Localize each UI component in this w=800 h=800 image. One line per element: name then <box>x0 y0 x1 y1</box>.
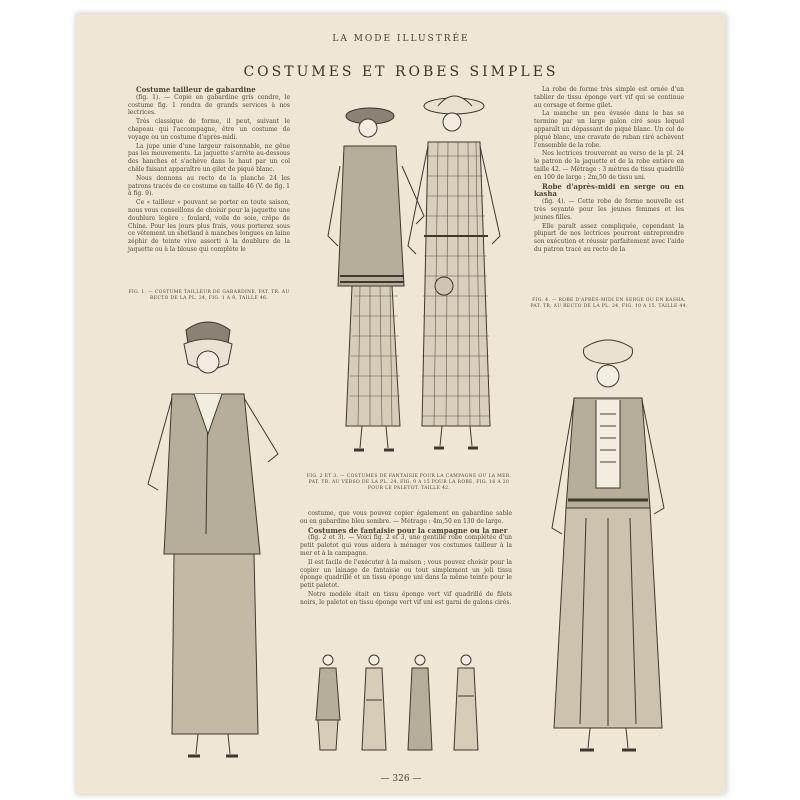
right-paragraph: Nos lectrices trouveront au verso de la pl. 24 le patron de la jaquette et de la robe entière en taille 42. — Métrage : 3 mètres de tissu quadrillé en 100 de large ; 2m,50 de tissu uni. <box>534 150 684 181</box>
center-paragraph: costume, que vous pouvez copier également en gabardine sable ou en gabardine bleu sombre. — Métrage : 4m,50 en 130 de large. <box>300 510 512 525</box>
caption-fig1: FIG. 1. — COSTUME TAILLEUR DE GABARDINE. PAT. TR. AU RECTO DE LA PL. 24, FIG. 1 A 9, TAILLE 46. <box>128 290 290 301</box>
figure-woman-jacket <box>328 108 424 450</box>
fashion-illustration-fig1 <box>128 314 298 774</box>
center-paragraph: (fig. 2 et 3). — Voici fig. 2 et 3, une gentille robe complétée d'un petit paletot qui vous aidera à ménager vos costumes tailleur à la mer et à la campagne. <box>300 534 512 557</box>
fashion-illustration-fig2-3 <box>304 86 524 476</box>
left-paragraph: Très classique de forme, il peut, suivant le chapeau qui l'accompagne, être un costume de voyage ou un costume d'après-midi. <box>128 118 290 141</box>
right-paragraph: (fig. 4). — Cette robe de forme nouvelle est très seyante pour les jeunes femmes et les jeunes filles. <box>534 198 684 221</box>
left-paragraph: Ce « tailleur » pouvant se porter en toute saison, nous vous conseillons de choisir pour la jaquette une doublure légère : foulard, voile de soie, crêpe de Chine. Pour les jours plus frais, vous porterez sous ce vêtement un shetland à manches longues en laine zéphir de teinte vive assorti à la doublure de la jaquette ou à la blouse qui complète le <box>128 199 290 253</box>
right-heading: Robe d'après-midi en serge ou en kasha <box>534 181 684 199</box>
right-paragraph: Elle paraît assez compliquée, cependant la plupart de nos lectrices pourront entreprendre son exécution et réussir parfaitement avec l'aide du patron tracé au recto de la <box>534 222 684 253</box>
small-figure <box>408 655 432 750</box>
masthead: LA MODE ILLUSTRÉE <box>332 34 470 44</box>
left-heading: Costume tailleur de gabardine <box>136 85 256 94</box>
magazine-page <box>76 14 726 794</box>
center-heading: Costumes de fantaisie pour la campagne ou la mer <box>308 525 508 535</box>
left-paragraph: La jupe unie d'une largeur raisonnable, ne gêne pas les mouvements. La jaquette s'arrête au-dessous des hanches et s'achève dans le haut par un col châle faisant apparaître un gilet de piqué blanc. <box>128 142 290 173</box>
caption-fig2-3: FIG. 2 ET 3. — COSTUMES DE FANTAISIE POUR LA CAMPAGNE OU LA MER. PAT. TR. AU VERSO DE LA PL. 24, FIG. 9 A 15 POUR LA ROBE, FIG. 16 A 20 POUR LE PALETOT. TAILLE 42. <box>306 474 512 491</box>
fashion-illustration-fig4 <box>516 328 696 768</box>
small-figure <box>362 655 386 750</box>
right-paragraph: La robe de forme très simple est ornée d'un tablier de tissu éponge vert vif qui se continue au corsage et forme gilet. <box>534 86 684 109</box>
small-figures-row <box>308 650 508 760</box>
left-paragraph: Nous donnons au recto de la planche 24 les patrons tracés de ce costume en taille 46 (V. de fig. 1 à fig. 9). <box>128 174 290 198</box>
left-text-column <box>128 86 290 255</box>
center-text-column <box>300 510 512 608</box>
figure-woman-checked-dress <box>408 96 500 448</box>
page-number: — 326 — <box>380 774 422 784</box>
small-figure <box>316 655 340 750</box>
center-paragraph: Notre modèle était en tissu éponge vert vif quadrillé de filets noirs, le paletot en tissu éponge vert vif uni est garni de galons cirés. <box>300 590 512 606</box>
small-figure <box>454 655 478 750</box>
page-title: COSTUMES ET ROBES SIMPLES <box>243 64 559 80</box>
right-text-column <box>534 86 684 255</box>
left-paragraph: (fig. 1). — Copié en gabardine gris cendre, le costume fig. 1 rendra de grands services à nos lectrices. <box>128 93 290 117</box>
right-paragraph: La manche un peu évasée dans le bas se termine par un large galon ciré sous lequel apparaît un dépassant de piqué blanc. Un col de piqué blanc, une cravate de ruban ciré achèvent l'ensemble de la robe. <box>534 110 684 149</box>
center-paragraph: Il est facile de l'exécuter à la maison ; vous pouvez choisir pour la copier un lainage de fantaisie ou tout simplement un joli tissu éponge quadrillé et un tissu éponge uni dans la même teinte pour le petit paletot. <box>300 558 512 590</box>
caption-fig4: FIG. 4. — ROBE D'APRÈS-MIDI EN SERGE OU EN KASHA. PAT. TR. AU RECTO DE LA PL. 24, FIG. 10 A 15. TAILLE 44. <box>530 298 688 309</box>
